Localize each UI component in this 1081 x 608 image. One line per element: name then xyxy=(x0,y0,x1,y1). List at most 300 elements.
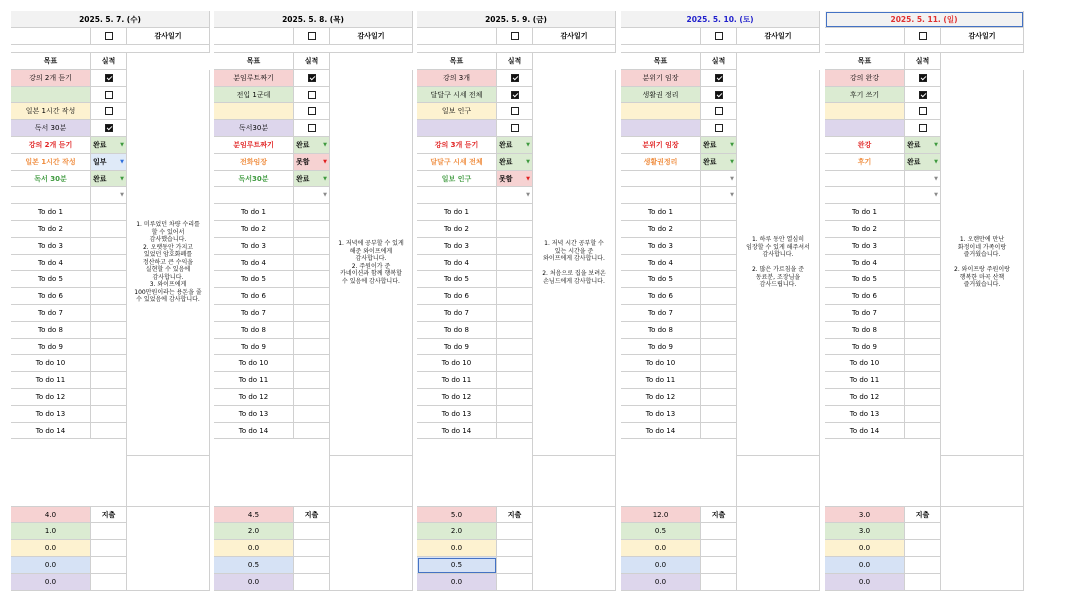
total-value[interactable]: 0.0 xyxy=(11,557,91,574)
todo-item[interactable]: To do 8 xyxy=(214,322,294,339)
todo-item[interactable]: To do 6 xyxy=(417,288,497,305)
goal-check-cell[interactable] xyxy=(294,120,330,137)
summary-item[interactable]: 후기 xyxy=(825,154,905,171)
todo-check-cell[interactable] xyxy=(91,305,127,322)
goal-check-cell[interactable] xyxy=(91,103,127,120)
status-dropdown[interactable] xyxy=(905,137,941,154)
checkbox-icon[interactable] xyxy=(105,74,113,82)
todo-check-cell[interactable] xyxy=(905,355,941,372)
status-dropdown[interactable] xyxy=(497,154,533,171)
todo-check-cell[interactable] xyxy=(497,221,533,238)
goal-check-cell[interactable] xyxy=(905,70,941,87)
goal-check-cell[interactable] xyxy=(497,120,533,137)
todo-item[interactable]: To do 3 xyxy=(11,238,91,255)
status-dropdown[interactable] xyxy=(701,137,737,154)
dropdown-arrow-icon[interactable]: ▼ xyxy=(120,175,124,182)
todo-check-cell[interactable] xyxy=(294,355,330,372)
todo-check-cell[interactable] xyxy=(91,322,127,339)
todo-item[interactable]: To do 5 xyxy=(621,271,701,288)
date-header[interactable]: 2025. 5. 7. (수) xyxy=(11,11,210,28)
todo-check-cell[interactable] xyxy=(701,288,737,305)
dropdown-arrow-icon[interactable]: ▼ xyxy=(934,175,938,182)
status-dropdown[interactable] xyxy=(701,171,737,187)
todo-check-cell[interactable] xyxy=(497,271,533,288)
dropdown-arrow-icon[interactable]: ▼ xyxy=(730,175,734,182)
checkbox-icon[interactable] xyxy=(919,32,927,40)
todo-check-cell[interactable] xyxy=(294,322,330,339)
goal-check-cell[interactable] xyxy=(91,120,127,137)
dropdown-arrow-icon[interactable]: ▼ xyxy=(934,192,938,198)
todo-item[interactable]: To do 12 xyxy=(417,389,497,406)
dropdown-arrow-icon[interactable]: ▼ xyxy=(730,142,734,148)
master-checkbox-cell[interactable] xyxy=(905,28,941,45)
todo-item[interactable]: To do 3 xyxy=(417,238,497,255)
total-value[interactable]: 0.5 xyxy=(621,523,701,540)
total-value[interactable]: 2.0 xyxy=(214,523,294,540)
todo-check-cell[interactable] xyxy=(294,406,330,423)
todo-item[interactable]: To do 1 xyxy=(417,204,497,221)
total-value[interactable]: 0.0 xyxy=(621,574,701,591)
checkbox-icon[interactable] xyxy=(511,124,519,132)
total-value[interactable]: 0.0 xyxy=(11,574,91,591)
todo-item[interactable]: To do 4 xyxy=(417,255,497,271)
todo-item[interactable]: To do 1 xyxy=(825,204,905,221)
todo-item[interactable]: To do 10 xyxy=(214,355,294,372)
todo-check-cell[interactable] xyxy=(701,389,737,406)
goal-item[interactable]: 독서30분 xyxy=(214,120,294,137)
checkbox-icon[interactable] xyxy=(105,91,113,99)
todo-check-cell[interactable] xyxy=(497,339,533,355)
todo-item[interactable]: To do 12 xyxy=(11,389,91,406)
status-dropdown[interactable] xyxy=(497,137,533,154)
summary-item[interactable]: 독서 30분 xyxy=(11,171,91,187)
todo-check-cell[interactable] xyxy=(294,305,330,322)
status-dropdown[interactable] xyxy=(294,137,330,154)
todo-check-cell[interactable] xyxy=(701,372,737,389)
goal-item[interactable]: 독서 30분 xyxy=(11,120,91,137)
todo-check-cell[interactable] xyxy=(294,204,330,221)
master-checkbox-cell[interactable] xyxy=(497,28,533,45)
total-value[interactable]: 4.5 xyxy=(214,507,294,523)
todo-check-cell[interactable] xyxy=(905,406,941,423)
total-value[interactable]: 0.5 xyxy=(214,557,294,574)
todo-item[interactable]: To do 5 xyxy=(825,271,905,288)
todo-check-cell[interactable] xyxy=(91,255,127,271)
todo-check-cell[interactable] xyxy=(905,271,941,288)
todo-check-cell[interactable] xyxy=(91,204,127,221)
todo-item[interactable]: To do 14 xyxy=(621,423,701,439)
todo-check-cell[interactable] xyxy=(701,221,737,238)
dropdown-arrow-icon[interactable]: ▼ xyxy=(730,159,734,165)
todo-check-cell[interactable] xyxy=(701,255,737,271)
dropdown-arrow-icon[interactable]: ▼ xyxy=(934,142,938,148)
todo-check-cell[interactable] xyxy=(294,288,330,305)
todo-item[interactable]: To do 10 xyxy=(11,355,91,372)
todo-item[interactable]: To do 13 xyxy=(214,406,294,423)
status-dropdown[interactable] xyxy=(701,154,737,171)
goal-check-cell[interactable] xyxy=(701,70,737,87)
todo-check-cell[interactable] xyxy=(905,288,941,305)
status-dropdown[interactable] xyxy=(905,187,941,204)
todo-item[interactable]: To do 7 xyxy=(417,305,497,322)
checkbox-icon[interactable] xyxy=(308,74,316,82)
todo-item[interactable]: To do 11 xyxy=(621,372,701,389)
summary-item[interactable]: 분임루트짜기 xyxy=(214,137,294,154)
todo-item[interactable]: To do 12 xyxy=(214,389,294,406)
total-value[interactable]: 3.0 xyxy=(825,507,905,523)
todo-item[interactable]: To do 14 xyxy=(11,423,91,439)
goal-item[interactable]: 강의 완강 xyxy=(825,70,905,87)
todo-check-cell[interactable] xyxy=(905,339,941,355)
todo-item[interactable]: To do 13 xyxy=(621,406,701,423)
todo-item[interactable]: To do 9 xyxy=(621,339,701,355)
dropdown-arrow-icon[interactable]: ▼ xyxy=(323,159,327,165)
todo-check-cell[interactable] xyxy=(91,271,127,288)
checkbox-icon[interactable] xyxy=(511,107,519,115)
checkbox-icon[interactable] xyxy=(308,107,316,115)
todo-check-cell[interactable] xyxy=(701,355,737,372)
goal-item[interactable]: 강의 2개 듣기 xyxy=(11,70,91,87)
todo-item[interactable]: To do 6 xyxy=(11,288,91,305)
master-checkbox-cell[interactable] xyxy=(294,28,330,45)
goal-item[interactable] xyxy=(825,120,905,137)
todo-item[interactable]: To do 2 xyxy=(825,221,905,238)
dropdown-arrow-icon[interactable]: ▼ xyxy=(120,159,124,165)
todo-item[interactable]: To do 2 xyxy=(621,221,701,238)
total-value[interactable]: 3.0 xyxy=(825,523,905,540)
summary-item[interactable] xyxy=(621,171,701,187)
total-value[interactable]: 0.0 xyxy=(214,540,294,557)
total-value[interactable]: 12.0 xyxy=(621,507,701,523)
todo-item[interactable]: To do 11 xyxy=(825,372,905,389)
checkbox-icon[interactable] xyxy=(715,91,723,99)
todo-check-cell[interactable] xyxy=(294,221,330,238)
todo-item[interactable]: To do 4 xyxy=(214,255,294,271)
todo-check-cell[interactable] xyxy=(701,271,737,288)
todo-check-cell[interactable] xyxy=(905,372,941,389)
goal-item[interactable]: 일보 인구 xyxy=(417,103,497,120)
todo-check-cell[interactable] xyxy=(497,255,533,271)
goal-item[interactable]: 강의 3개 xyxy=(417,70,497,87)
dropdown-arrow-icon[interactable]: ▼ xyxy=(526,159,530,165)
todo-check-cell[interactable] xyxy=(294,423,330,439)
todo-check-cell[interactable] xyxy=(294,372,330,389)
todo-check-cell[interactable] xyxy=(497,372,533,389)
todo-item[interactable]: To do 13 xyxy=(11,406,91,423)
todo-item[interactable]: To do 5 xyxy=(417,271,497,288)
status-dropdown[interactable] xyxy=(91,171,127,187)
todo-item[interactable]: To do 8 xyxy=(11,322,91,339)
goal-item[interactable]: 달달구 시세 전체 xyxy=(417,87,497,103)
goal-check-cell[interactable] xyxy=(91,70,127,87)
status-dropdown[interactable] xyxy=(91,187,127,204)
summary-item[interactable]: 강의 2개 듣기 xyxy=(11,137,91,154)
checkbox-icon[interactable] xyxy=(715,124,723,132)
summary-item[interactable]: 달달구 시세 전체 xyxy=(417,154,497,171)
summary-item[interactable] xyxy=(11,187,91,204)
todo-item[interactable]: To do 7 xyxy=(11,305,91,322)
gratitude-note[interactable]: 1. 저녁 시간 공부할 수 있는 시간을 준 와이프에게 감사합니다. 2. 처음으로 집을 보려온 손님드에게 감사합니다. xyxy=(533,70,616,456)
todo-item[interactable]: To do 1 xyxy=(214,204,294,221)
todo-item[interactable]: To do 9 xyxy=(825,339,905,355)
dropdown-arrow-icon[interactable]: ▼ xyxy=(526,142,530,148)
todo-check-cell[interactable] xyxy=(294,389,330,406)
todo-check-cell[interactable] xyxy=(497,423,533,439)
todo-item[interactable]: To do 2 xyxy=(11,221,91,238)
goal-item[interactable] xyxy=(621,103,701,120)
todo-check-cell[interactable] xyxy=(905,305,941,322)
summary-item[interactable]: 완강 xyxy=(825,137,905,154)
total-value[interactable]: 0.0 xyxy=(417,574,497,591)
dropdown-arrow-icon[interactable]: ▼ xyxy=(526,175,530,182)
summary-item[interactable]: 생활권정리 xyxy=(621,154,701,171)
todo-check-cell[interactable] xyxy=(905,221,941,238)
total-value[interactable]: 0.0 xyxy=(214,574,294,591)
dropdown-arrow-icon[interactable]: ▼ xyxy=(120,142,124,148)
todo-item[interactable]: To do 9 xyxy=(214,339,294,355)
goal-check-cell[interactable] xyxy=(497,87,533,103)
total-value[interactable]: 0.0 xyxy=(621,557,701,574)
todo-check-cell[interactable] xyxy=(701,322,737,339)
goal-check-cell[interactable] xyxy=(294,87,330,103)
todo-check-cell[interactable] xyxy=(497,288,533,305)
goal-item[interactable] xyxy=(11,87,91,103)
todo-item[interactable]: To do 3 xyxy=(621,238,701,255)
checkbox-icon[interactable] xyxy=(919,124,927,132)
checkbox-icon[interactable] xyxy=(511,74,519,82)
total-value[interactable]: 4.0 xyxy=(11,507,91,523)
dropdown-arrow-icon[interactable]: ▼ xyxy=(323,175,327,182)
todo-item[interactable]: To do 10 xyxy=(417,355,497,372)
summary-item[interactable]: 일보 인구 xyxy=(417,171,497,187)
todo-check-cell[interactable] xyxy=(294,339,330,355)
todo-check-cell[interactable] xyxy=(497,389,533,406)
todo-check-cell[interactable] xyxy=(294,255,330,271)
todo-check-cell[interactable] xyxy=(905,255,941,271)
status-dropdown[interactable] xyxy=(701,187,737,204)
todo-check-cell[interactable] xyxy=(497,355,533,372)
todo-item[interactable]: To do 11 xyxy=(417,372,497,389)
todo-check-cell[interactable] xyxy=(701,204,737,221)
todo-item[interactable]: To do 11 xyxy=(11,372,91,389)
status-dropdown[interactable] xyxy=(905,154,941,171)
todo-check-cell[interactable] xyxy=(497,322,533,339)
todo-check-cell[interactable] xyxy=(497,238,533,255)
todo-check-cell[interactable] xyxy=(91,406,127,423)
total-value[interactable]: 0.0 xyxy=(621,540,701,557)
todo-check-cell[interactable] xyxy=(294,238,330,255)
status-dropdown[interactable] xyxy=(905,171,941,187)
summary-item[interactable]: 전화임장 xyxy=(214,154,294,171)
todo-check-cell[interactable] xyxy=(905,423,941,439)
summary-item[interactable] xyxy=(825,171,905,187)
master-checkbox-cell[interactable] xyxy=(701,28,737,45)
goal-item[interactable]: 후기 쓰기 xyxy=(825,87,905,103)
goal-item[interactable]: 분임루트짜기 xyxy=(214,70,294,87)
todo-item[interactable]: To do 10 xyxy=(621,355,701,372)
summary-item[interactable]: 분위기 임장 xyxy=(621,137,701,154)
todo-item[interactable]: To do 5 xyxy=(214,271,294,288)
dropdown-arrow-icon[interactable]: ▼ xyxy=(323,142,327,148)
date-header[interactable]: 2025. 5. 11. (일) xyxy=(825,11,1024,28)
dropdown-arrow-icon[interactable]: ▼ xyxy=(526,192,530,198)
todo-item[interactable]: To do 14 xyxy=(214,423,294,439)
todo-item[interactable]: To do 11 xyxy=(214,372,294,389)
todo-check-cell[interactable] xyxy=(91,389,127,406)
todo-item[interactable]: To do 9 xyxy=(11,339,91,355)
checkbox-icon[interactable] xyxy=(105,107,113,115)
todo-check-cell[interactable] xyxy=(905,238,941,255)
todo-item[interactable]: To do 8 xyxy=(621,322,701,339)
goal-check-cell[interactable] xyxy=(905,87,941,103)
todo-check-cell[interactable] xyxy=(497,204,533,221)
todo-item[interactable]: To do 7 xyxy=(825,305,905,322)
todo-item[interactable]: To do 6 xyxy=(825,288,905,305)
todo-item[interactable]: To do 9 xyxy=(417,339,497,355)
goal-check-cell[interactable] xyxy=(294,103,330,120)
dropdown-arrow-icon[interactable]: ▼ xyxy=(120,192,124,198)
checkbox-icon[interactable] xyxy=(105,124,113,132)
status-dropdown[interactable] xyxy=(91,154,127,171)
todo-item[interactable]: To do 8 xyxy=(825,322,905,339)
total-value[interactable]: 5.0 xyxy=(417,507,497,523)
goal-check-cell[interactable] xyxy=(701,103,737,120)
checkbox-icon[interactable] xyxy=(715,32,723,40)
status-dropdown[interactable] xyxy=(294,154,330,171)
checkbox-icon[interactable] xyxy=(511,32,519,40)
summary-item[interactable] xyxy=(214,187,294,204)
goal-item[interactable] xyxy=(621,120,701,137)
total-value[interactable]: 1.0 xyxy=(11,523,91,540)
todo-item[interactable]: To do 6 xyxy=(621,288,701,305)
checkbox-icon[interactable] xyxy=(511,91,519,99)
todo-item[interactable]: To do 7 xyxy=(214,305,294,322)
status-dropdown[interactable] xyxy=(91,137,127,154)
goal-item[interactable]: 분위기 임장 xyxy=(621,70,701,87)
todo-check-cell[interactable] xyxy=(497,406,533,423)
todo-check-cell[interactable] xyxy=(91,423,127,439)
todo-check-cell[interactable] xyxy=(905,204,941,221)
goal-check-cell[interactable] xyxy=(497,70,533,87)
todo-item[interactable]: To do 1 xyxy=(11,204,91,221)
summary-item[interactable]: 강의 3개 듣기 xyxy=(417,137,497,154)
summary-item[interactable]: 독서30분 xyxy=(214,171,294,187)
status-dropdown[interactable] xyxy=(294,187,330,204)
todo-item[interactable]: To do 4 xyxy=(825,255,905,271)
summary-item[interactable] xyxy=(417,187,497,204)
goal-item[interactable] xyxy=(825,103,905,120)
dropdown-arrow-icon[interactable]: ▼ xyxy=(323,192,327,198)
todo-check-cell[interactable] xyxy=(91,355,127,372)
todo-check-cell[interactable] xyxy=(905,322,941,339)
goal-check-cell[interactable] xyxy=(294,70,330,87)
todo-item[interactable]: To do 3 xyxy=(214,238,294,255)
todo-check-cell[interactable] xyxy=(905,389,941,406)
goal-check-cell[interactable] xyxy=(701,120,737,137)
todo-item[interactable]: To do 5 xyxy=(11,271,91,288)
goal-item[interactable]: 일본 1시간 작성 xyxy=(11,103,91,120)
todo-item[interactable]: To do 7 xyxy=(621,305,701,322)
dropdown-arrow-icon[interactable]: ▼ xyxy=(934,159,938,165)
todo-check-cell[interactable] xyxy=(91,372,127,389)
goal-item[interactable]: 생활권 정리 xyxy=(621,87,701,103)
checkbox-icon[interactable] xyxy=(308,32,316,40)
todo-check-cell[interactable] xyxy=(701,339,737,355)
todo-item[interactable]: To do 8 xyxy=(417,322,497,339)
checkbox-icon[interactable] xyxy=(105,32,113,40)
gratitude-note[interactable]: 1. 하루 동안 열심히 임장할 수 있게 해주셔서 감사합니다. 2. 많은 가르침을 준 동료분, 조장님을 감사드립니다. xyxy=(737,70,820,456)
todo-check-cell[interactable] xyxy=(701,423,737,439)
todo-check-cell[interactable] xyxy=(701,305,737,322)
goal-check-cell[interactable] xyxy=(701,87,737,103)
todo-check-cell[interactable] xyxy=(91,288,127,305)
todo-item[interactable]: To do 10 xyxy=(825,355,905,372)
status-dropdown[interactable] xyxy=(294,171,330,187)
total-value[interactable]: 2.0 xyxy=(417,523,497,540)
total-value[interactable]: 0.5 xyxy=(417,557,497,574)
status-dropdown[interactable] xyxy=(497,187,533,204)
total-value[interactable]: 0.0 xyxy=(825,557,905,574)
todo-item[interactable]: To do 14 xyxy=(825,423,905,439)
gratitude-note[interactable]: 1. 오랜만에 만난 화정이네 가족이랑 즐거웠습니다. 2. 와이프랑 주원이랑 행복한 마곡 산책 즐거웠습니다. xyxy=(941,70,1024,456)
goal-item[interactable] xyxy=(214,103,294,120)
todo-item[interactable]: To do 2 xyxy=(417,221,497,238)
checkbox-icon[interactable] xyxy=(919,91,927,99)
dropdown-arrow-icon[interactable]: ▼ xyxy=(730,192,734,198)
checkbox-icon[interactable] xyxy=(308,91,316,99)
total-value[interactable]: 0.0 xyxy=(417,540,497,557)
todo-item[interactable]: To do 12 xyxy=(621,389,701,406)
goal-check-cell[interactable] xyxy=(905,120,941,137)
checkbox-icon[interactable] xyxy=(715,74,723,82)
todo-item[interactable]: To do 4 xyxy=(621,255,701,271)
checkbox-icon[interactable] xyxy=(919,107,927,115)
todo-item[interactable]: To do 12 xyxy=(825,389,905,406)
gratitude-note[interactable]: 1. 미루었던 차량 수리를 할 수 있어서 감사했습니다. 2. 오랫동안 가지고 있었던 암호화폐를 정산하고 큰 수익을 실현할 수 있음에 감사합니다. 3. 와이프에게 100만원이라는 용돈을 줄 수 있었음에 감사합니다. xyxy=(127,70,210,456)
total-value[interactable]: 0.0 xyxy=(825,540,905,557)
todo-check-cell[interactable] xyxy=(701,406,737,423)
todo-check-cell[interactable] xyxy=(294,271,330,288)
date-header[interactable]: 2025. 5. 9. (금) xyxy=(417,11,616,28)
goal-check-cell[interactable] xyxy=(91,87,127,103)
status-dropdown[interactable] xyxy=(497,171,533,187)
summary-item[interactable] xyxy=(825,187,905,204)
summary-item[interactable] xyxy=(621,187,701,204)
total-value[interactable]: 0.0 xyxy=(825,574,905,591)
todo-item[interactable]: To do 1 xyxy=(621,204,701,221)
summary-item[interactable]: 일본 1시간 작성 xyxy=(11,154,91,171)
checkbox-icon[interactable] xyxy=(308,124,316,132)
todo-check-cell[interactable] xyxy=(91,238,127,255)
checkbox-icon[interactable] xyxy=(715,107,723,115)
total-value[interactable]: 0.0 xyxy=(11,540,91,557)
todo-check-cell[interactable] xyxy=(701,238,737,255)
master-checkbox-cell[interactable] xyxy=(91,28,127,45)
goal-check-cell[interactable] xyxy=(497,103,533,120)
todo-item[interactable]: To do 2 xyxy=(214,221,294,238)
todo-check-cell[interactable] xyxy=(91,339,127,355)
date-header[interactable]: 2025. 5. 8. (목) xyxy=(214,11,413,28)
goal-item[interactable] xyxy=(417,120,497,137)
todo-item[interactable]: To do 3 xyxy=(825,238,905,255)
todo-item[interactable]: To do 13 xyxy=(825,406,905,423)
goal-item[interactable]: 전입 1군데 xyxy=(214,87,294,103)
todo-item[interactable]: To do 14 xyxy=(417,423,497,439)
todo-check-cell[interactable] xyxy=(497,305,533,322)
todo-check-cell[interactable] xyxy=(91,221,127,238)
gratitude-note[interactable]: 1. 저녁에 공부할 수 있게 해준 와이프에게 감사합니다. 2. 주원이가 준 카네이션과 함께 행복할 수 있음에 감사합니다. xyxy=(330,70,413,456)
goal-check-cell[interactable] xyxy=(905,103,941,120)
